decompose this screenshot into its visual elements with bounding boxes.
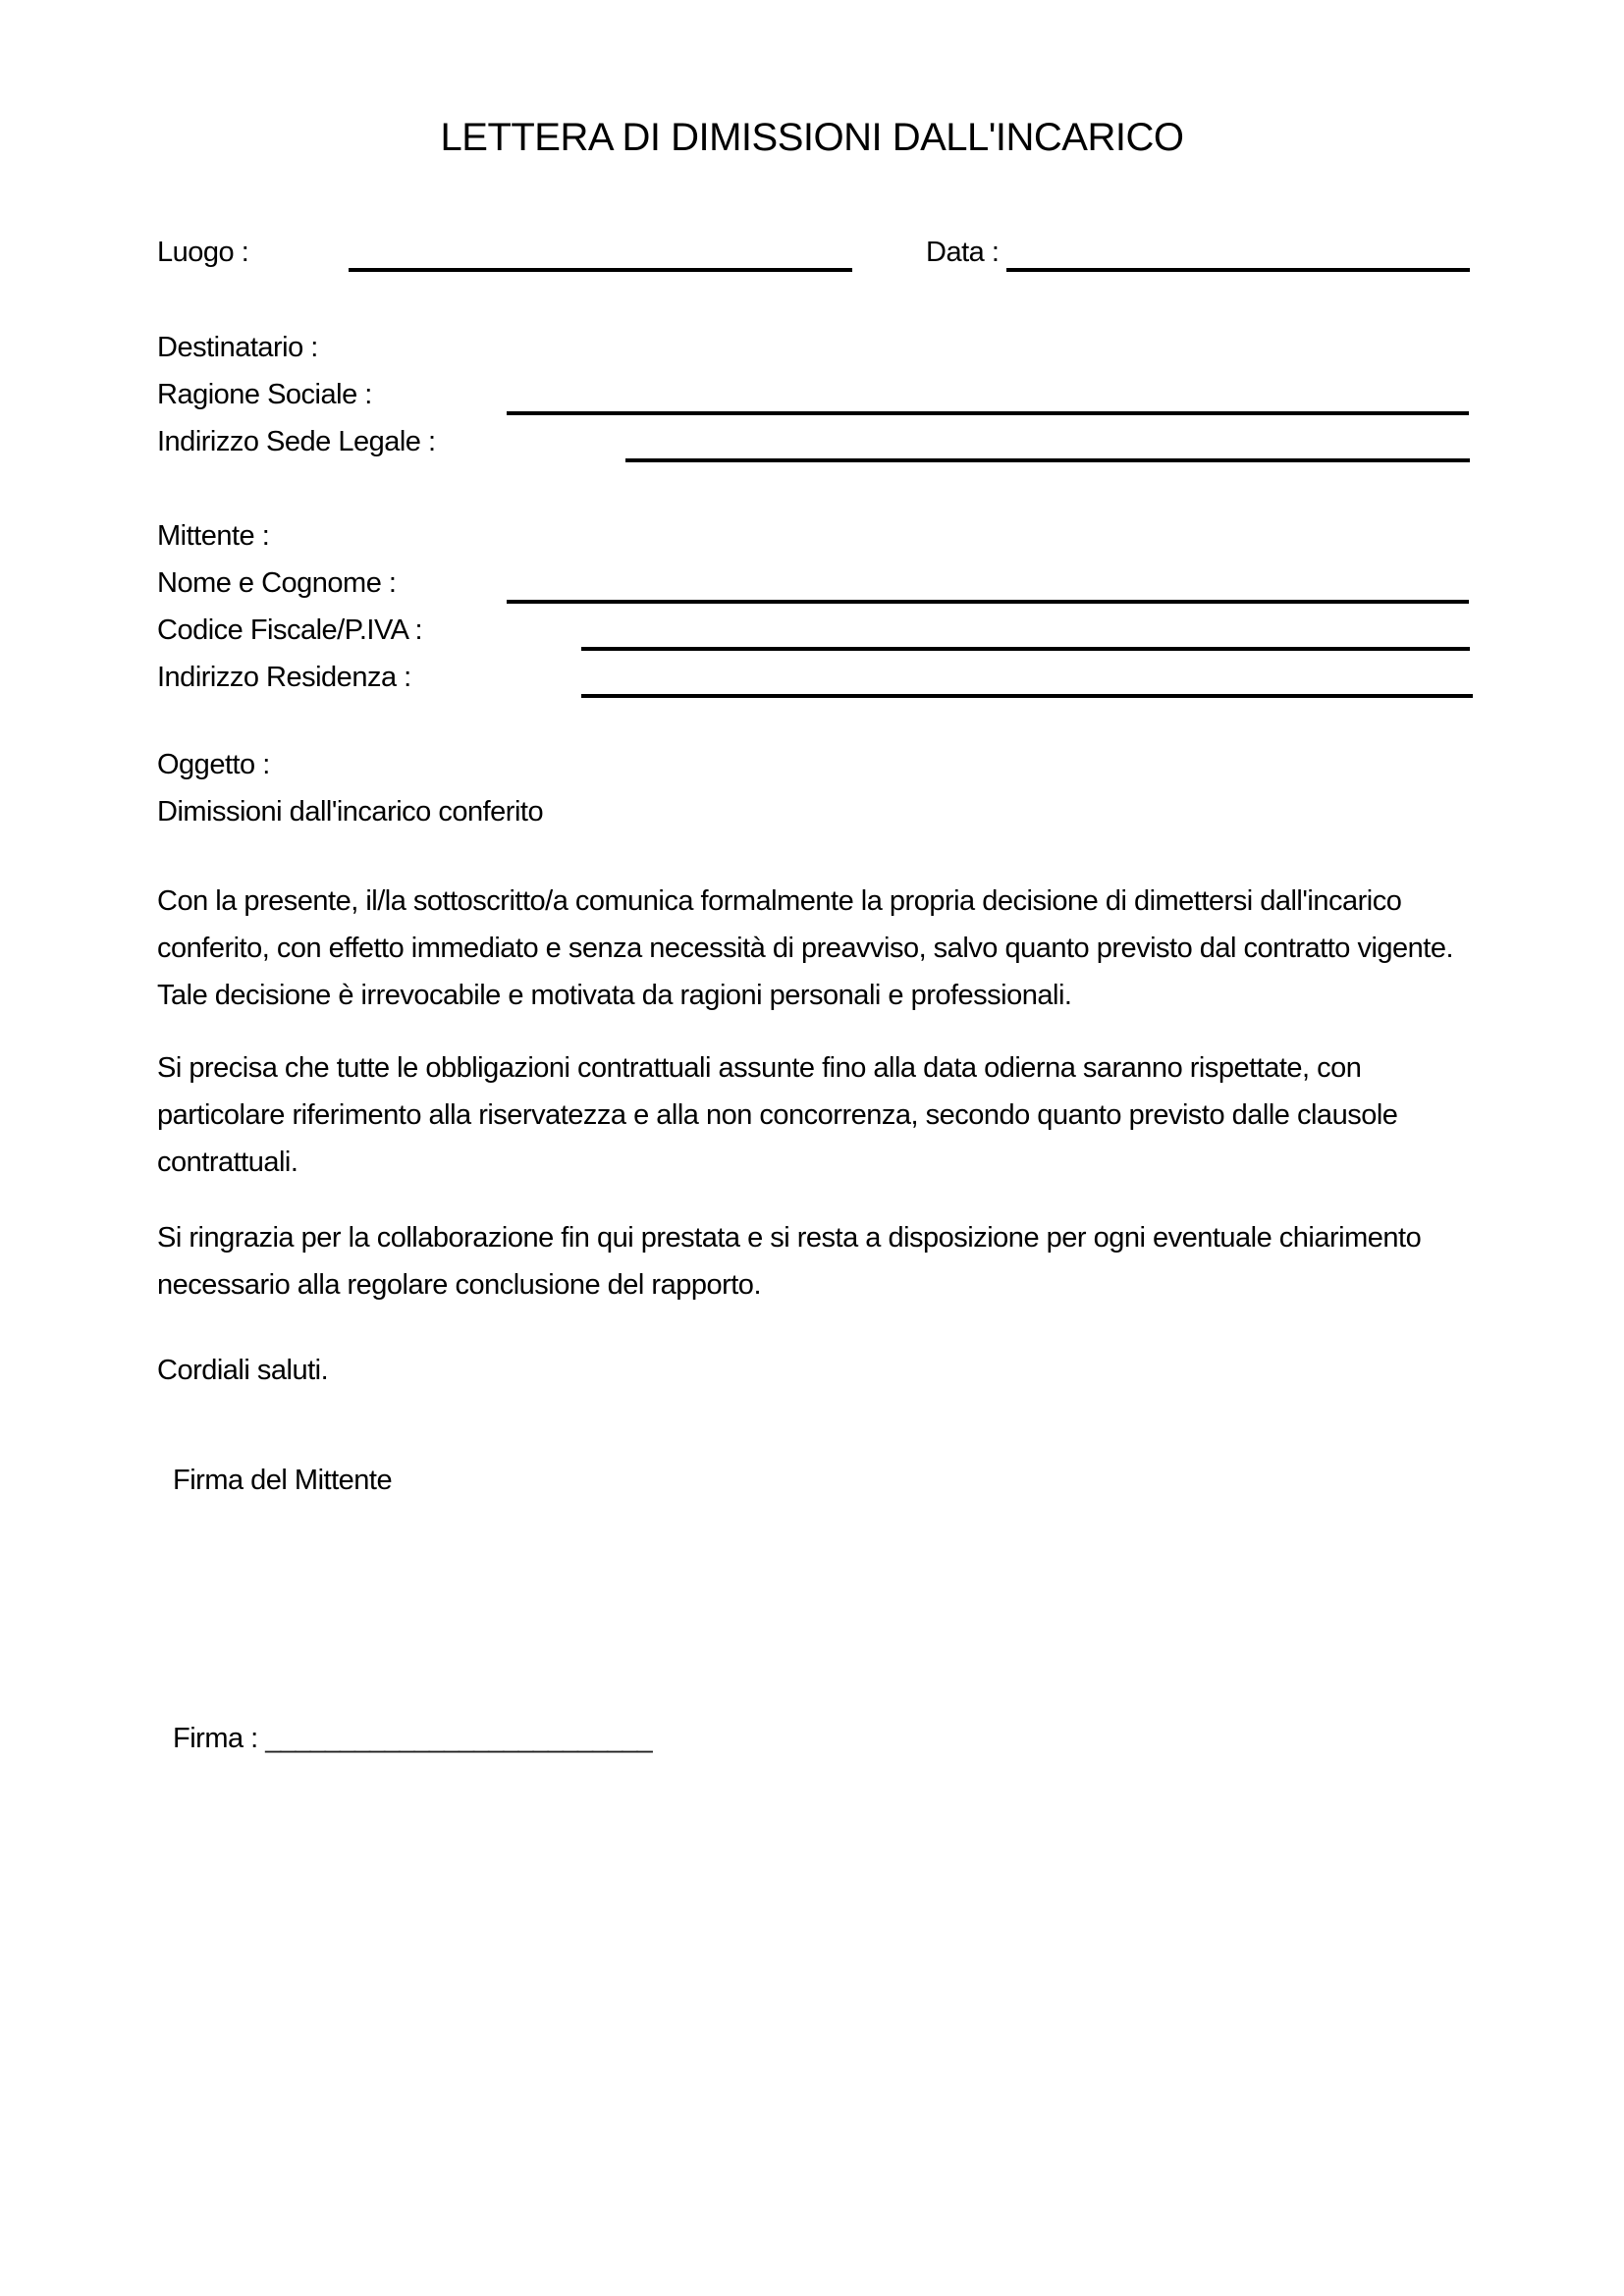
indirizzo-sede-legale-label: Indirizzo Sede Legale : (157, 426, 436, 457)
mittente-section-label: Mittente : (157, 520, 270, 552)
codice-fiscale-piva-field-line[interactable] (581, 647, 1470, 651)
nome-e-cognome-field-line[interactable] (507, 600, 1469, 604)
paragraph-line: Con la presente, il/la sottoscritto/a comunica formalmente la propria decisione di dimettersi dall'incarico (157, 885, 1402, 917)
paragraph-line: necessario alla regolare conclusione del rapporto. (157, 1269, 761, 1301)
closing-salutation: Cordiali saluti. (157, 1355, 329, 1386)
paragraph-2 (157, 1044, 1492, 1186)
paragraph-line: particolare riferimento alla riservatezza e alla non concorrenza, secondo quanto previsto dalle clausole (157, 1099, 1398, 1131)
paragraph-1 (157, 878, 1492, 1019)
paragraph-line: conferito, con effetto immediato e senza necessità di preavviso, salvo quanto previsto dal contratto vigente. (157, 933, 1454, 964)
indirizzo-sede-legale-field-line[interactable] (625, 458, 1470, 462)
ragione-sociale-field-line[interactable] (507, 411, 1469, 415)
destinatario-section-label: Destinatario : (157, 332, 318, 363)
paragraph-line: Tale decisione è irrevocabile e motivata da ragioni personali e professionali. (157, 980, 1072, 1011)
paragraph-3 (157, 1214, 1492, 1308)
ragione-sociale-label: Ragione Sociale : (157, 379, 372, 410)
firma-row (173, 1724, 652, 1753)
oggetto-label: Oggetto : (157, 749, 270, 780)
indirizzo-residenza-label: Indirizzo Residenza : (157, 662, 411, 693)
data-field-line[interactable] (1006, 268, 1470, 272)
document-title: LETTERA DI DIMISSIONI DALL'INCARICO (440, 116, 1184, 159)
paragraph-line: Si precisa che tutte le obbligazioni contrattuali assunte fino alla data odierna saranno rispettate, con (157, 1052, 1362, 1084)
indirizzo-residenza-field-line[interactable] (581, 694, 1473, 698)
codice-fiscale-piva-label: Codice Fiscale/P.IVA : (157, 614, 423, 646)
firma-blank-line[interactable]: __________________________ (265, 1723, 652, 1754)
luogo-field-line[interactable] (349, 268, 852, 272)
paragraph-line: contrattuali. (157, 1147, 298, 1178)
nome-e-cognome-label: Nome e Cognome : (157, 567, 397, 599)
oggetto-value: Dimissioni dall'incarico conferito (157, 796, 544, 828)
luogo-label: Luogo : (157, 237, 249, 268)
firma-del-mittente-label: Firma del Mittente (173, 1465, 393, 1496)
data-label: Data : (926, 237, 1000, 268)
paragraph-line: Si ringrazia per la collaborazione fin qui prestata e si resta a disposizione per ogni eventuale chiarimento (157, 1222, 1422, 1254)
firma-label: Firma : (173, 1723, 266, 1754)
